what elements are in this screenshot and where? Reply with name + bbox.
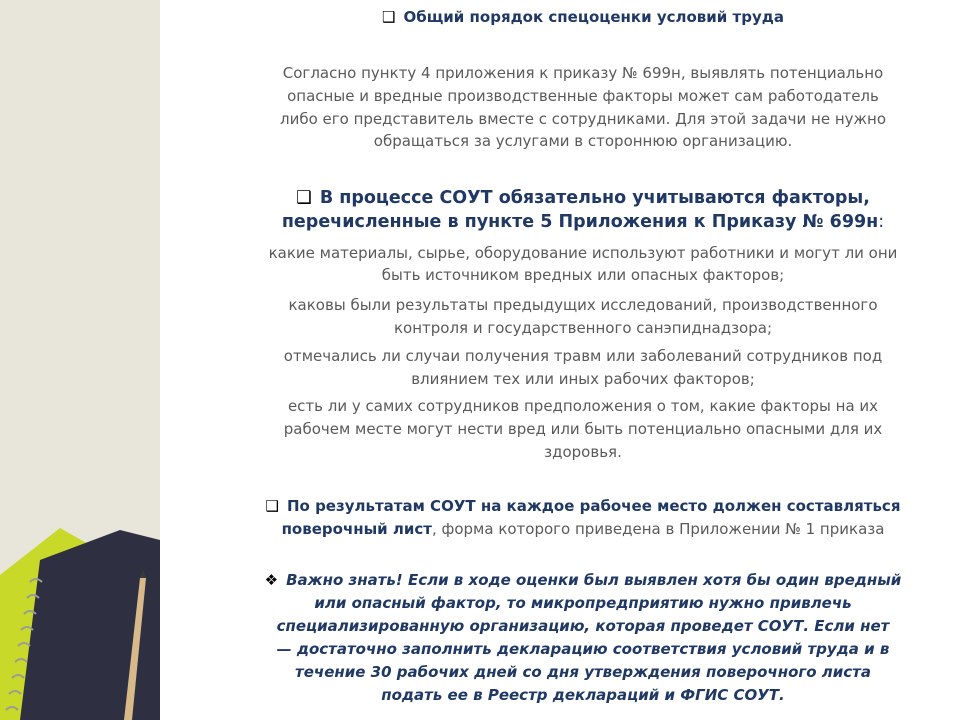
- checkbox-square-icon: ❑: [382, 8, 396, 26]
- list-item: контроля и государственного санэпиднадзора;: [393, 319, 772, 337]
- note-line: — достаточно заполнить декларацию соответствия условий труда и в: [276, 640, 890, 658]
- checkbox-square-icon: ❑: [296, 188, 312, 208]
- list-item: влиянием тех или иных рабочих факторов;: [411, 370, 755, 388]
- paragraph-line: обращаться за услугами в стороннюю организацию.: [373, 132, 793, 150]
- list-item: отмечались ли случаи получения травм или заболеваний сотрудников под: [283, 347, 883, 365]
- decorative-side-panel: [0, 0, 160, 720]
- paragraph-line: либо его представитель вместе с сотрудниками. Для этой задачи не нужно: [279, 110, 887, 128]
- list-item: есть ли у самих сотрудников предположения о том, какие факторы на их: [287, 397, 879, 415]
- note-line: специализированную организацию, которая проведет СОУТ. Если нет: [276, 617, 890, 635]
- note-line: подать ее в Реестр деклараций и ФГИС СОУТ.: [381, 686, 785, 704]
- paragraph-line: Согласно пункту 4 приложения к приказу № 699н, выявлять потенциально: [282, 64, 884, 82]
- list-item: рабочем месте могут нести вред или быть потенциально опасными для их: [283, 420, 883, 438]
- notebooks-illustration: [0, 0, 160, 720]
- note-line: или опасный фактор, то микропредприятию нужно привлечь: [314, 594, 852, 612]
- paragraph-line: опасные и вредные производственные факторы может сам работодатель: [287, 87, 879, 105]
- checkbox-square-icon: ❑: [265, 497, 279, 515]
- slide-content: ❑ Общий порядок спецоценки условий труда Согласно пункту 4 приложения к приказу № 699н, выявлять потенциально опасные и вредные производственные факторы может сам работодатель либо его представитель вместе с сотрудниками. Для этой задачи не нужно обращаться за услугами в стороннюю организацию. ❑ В процессе СОУТ обязательно учитываются факторы, перечисленные в пункте 5 Приложения к Приказу № 699н: какие материалы, сырье, оборудование используют работники и могут ли они быть источником вредных или опасных факторов; каковы были результаты предыдущих исследований, производственного контроля и государственного санэпиднадзора; отмечались ли случаи получения травм или заболеваний сотрудников под влиянием тех или иных рабочих факторов; есть ли у самих сотрудников предположения о том, какие факторы на их рабочем месте могут нести вред или быть потенциально опасными для их здоровья. ❑ По результатам СОУТ на каждое рабочее место должен составляться поверочный лист, форма которого приведена в Приложении № 1 приказа ❖ Важно знать! Если в ходе оценки был выявлен хотя бы один вредный или опасный фактор, то микропредприятию нужно привлечь специализированную организацию, которая проведет СОУТ. Если нет — достаточно заполнить декларацию соответствия условий труда и в течение 30 рабочих дней со дня утверждения поверочного листа подать ее в Реестр деклараций и ФГИС СОУТ.: [218, 0, 948, 720]
- heading-general-procedure: ❑ Общий порядок спецоценки условий труда: [382, 8, 784, 26]
- list-item: каковы были результаты предыдущих исследований, производственного: [288, 296, 878, 314]
- list-item: быть источником вредных или опасных факторов;: [381, 266, 785, 284]
- note-line: течение 30 рабочих дней со дня утверждения поверочного листа: [295, 663, 871, 681]
- four-diamond-icon: ❖: [264, 571, 279, 589]
- list-item: здоровья.: [544, 443, 622, 461]
- list-item: какие материалы, сырье, оборудование используют работники и могут ли они: [268, 244, 898, 262]
